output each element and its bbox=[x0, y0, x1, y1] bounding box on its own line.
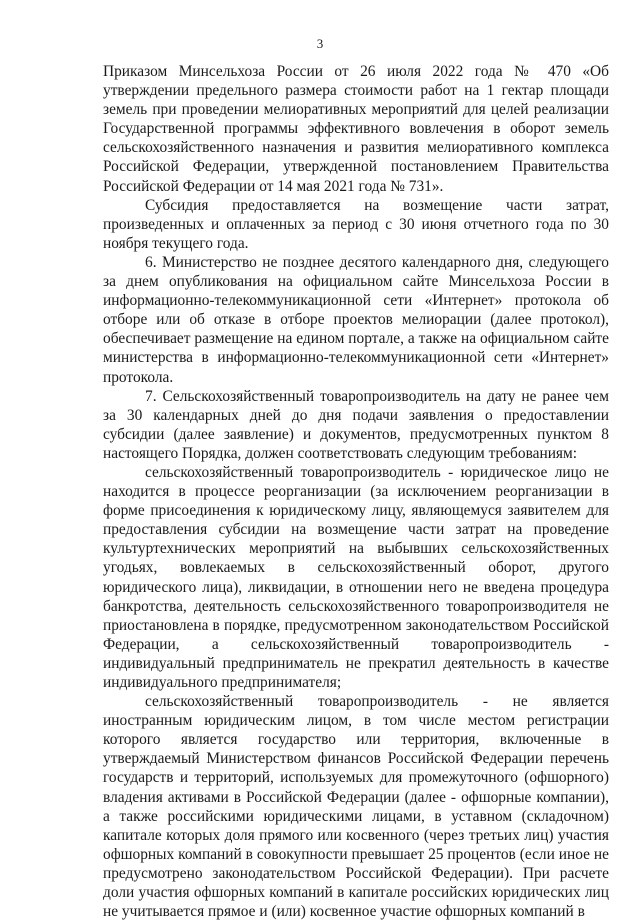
document-body bbox=[103, 62, 609, 921]
paragraph-requirement-offshore: сельскохозяйственный товаропроизводитель - не является иностранным юридическим лицом, в том числе местом регистрации которого является государство или территория, включенные в утверждаемый Министерством финансов Российской Федерации перечень государств и территорий, используемых для промежуточного (офшорного) владения активами в Российской Федерации (далее - офшорные компании), а также российскими юридическими лицами, в уставном (складочном) капитале которых доля прямого или косвенного (через третьих лиц) участия офшорных компаний в совокупности превышает 25 процентов (если иное не предусмотрено законодательством Российской Федерации). При расчете доли участия офшорных компаний в капитале российских юридических лиц не учитывается прямое и (или) косвенное участие офшорных компаний в bbox=[103, 693, 609, 921]
paragraph-item-6: 6. Министерство не позднее десятого календарного дня, следующего за днем опубликования на официальном сайте Минсельхоза России в информационно-телекоммуникационной сети «Интернет» протокола об отборе или об отказе в отборе проектов мелиорации (далее протокол), обеспечивает размещение на едином портале, а также на официальном сайте министерства в информационно-телекоммуникационной сети «Интернет» протокола. bbox=[103, 253, 609, 386]
paragraph-requirement-reorganization: сельскохозяйственный товаропроизводитель - юридическое лицо не находится в процессе реорганизации (за исключением реорганизации в форме присоединения к юридическому лицу, являющемуся заявителем для предоставления субсидии на возмещение части затрат на проведение культуртехнических мероприятий на выбывших сельскохозяйственных угодьях, вовлекаемых в сельскохозяйственный оборот, другого юридического лица), ликвидации, в отношении него не введена процедура банкротства, деятельность сельскохозяйственного товаропроизводителя не приостановлена в порядке, предусмотренном законодательством Российской Федерации, а сельскохозяйственный товаропроизводитель - индивидуальный предприниматель не прекратил деятельность в качестве индивидуального предпринимателя; bbox=[103, 463, 609, 691]
paragraph-order-reference: Приказом Минсельхоза России от 26 июля 2022 года № 470 «Об утверждении предельного размера стоимости работ на 1 гектар площади земель при проведении мелиоративных мероприятий для целей реализации Государственной программы эффективного вовлечения в оборот земель сельскохозяйственного назначения и развития мелиоративного комплекса Российской Федерации, утвержденной постановлением Правительства Российской Федерации от 14 мая 2021 года № 731». bbox=[103, 63, 609, 195]
page-number: 3 bbox=[316, 36, 324, 51]
paragraph-subsidy-period: Субсидия предоставляется на возмещение части затрат, произведенных и оплаченных за период с 30 июня отчетного года по 30 ноября текущего года. bbox=[103, 196, 609, 252]
paragraph-item-7: 7. Сельскохозяйственный товаропроизводитель на дату не ранее чем за 30 календарных дней до дня подачи заявления о предоставлении субсидии (далее заявление) и документов, предусмотренных пунктом 8 настоящего Порядка, должен соответствовать следующим требованиям: bbox=[103, 387, 609, 462]
